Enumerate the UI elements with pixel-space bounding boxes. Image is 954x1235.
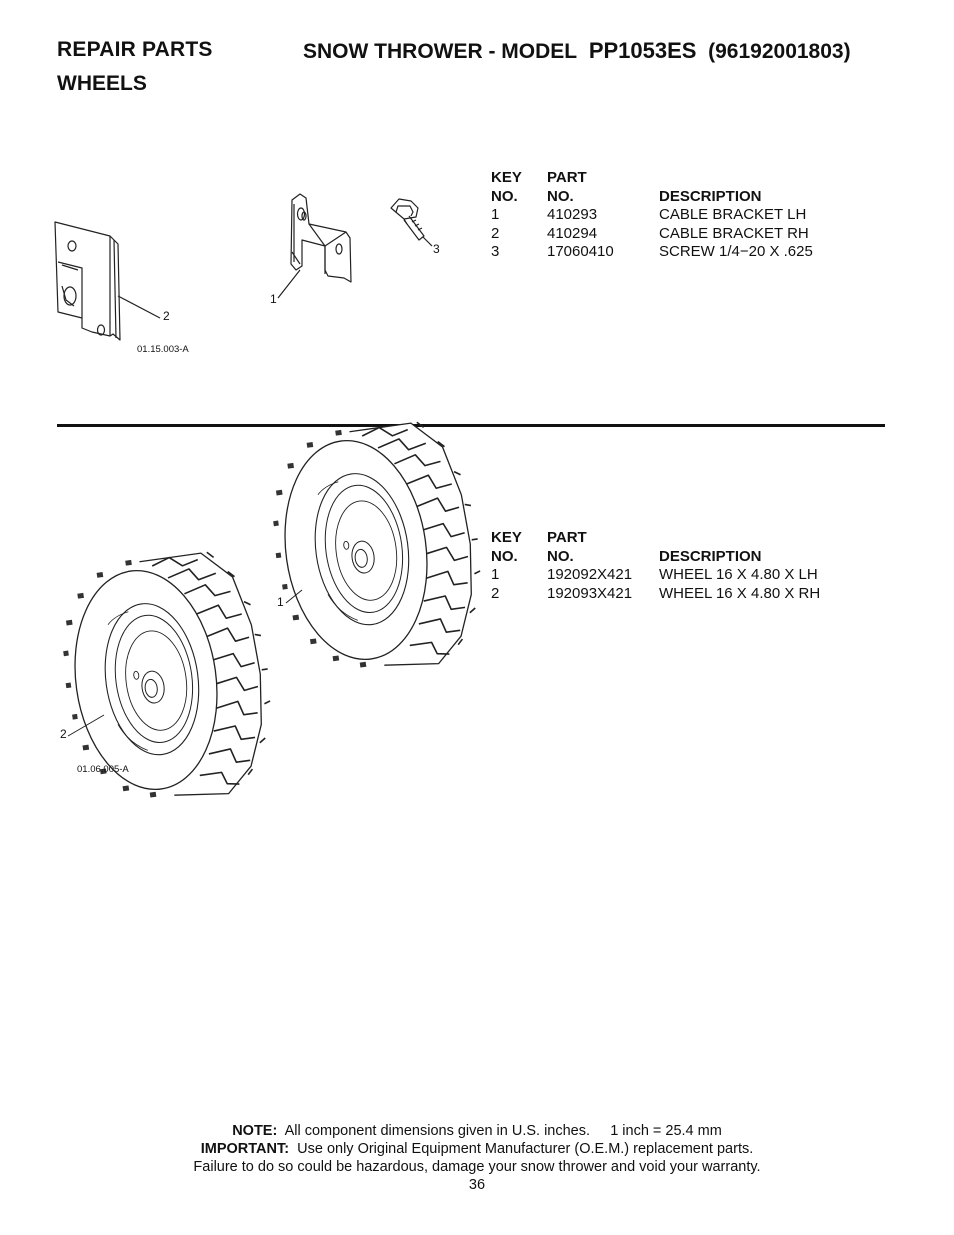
callout-3: 3 [433,242,440,256]
important-text: Use only Original Equipment Manufacturer (O.E.M.) replacement parts. [297,1141,754,1157]
product-label: SNOW THROWER - MODEL [303,40,578,63]
note-text: All component dimensions given in U.S. inches. [284,1123,591,1139]
callout-2: 2 [163,309,170,323]
wheel-callout-1: 1 [277,595,284,609]
model-name: PP1053ES [588,38,697,63]
page-number: 36 [468,1177,486,1193]
table-row: 1 410293 CABLE BRACKET LH [491,206,807,223]
figure-id: 01.15.003-A [137,344,189,355]
table-header: KEY NO. PART NO. DESCRIPTION [491,529,762,565]
table-row: 1 192092X421 WHEEL 16 X 4.80 X LH [491,566,818,583]
wheel-figure-id: 01.06.005-A [77,764,129,775]
wheel-lh-drawing [260,413,494,684]
table-row: 2 192093X421 WHEEL 16 X 4.80 X RH [491,584,821,602]
subsection-title: WHEELS [57,72,147,95]
important-label: IMPORTANT: [200,1141,290,1157]
conversion-text: 1 inch = 25.4 mm [610,1123,722,1139]
wheel-callout-2: 2 [60,727,67,741]
table-row: 3 17060410 SCREW 1/4−20 X .625 [491,243,813,260]
table-row: 2 410294 CABLE BRACKET RH [491,224,809,242]
footer-note [0,1122,954,1140]
table-header: KEY NO. PART NO. DESCRIPTION [491,169,762,205]
callout-1: 1 [270,292,277,306]
footer-warning: Failure to do so could be hazardous, damage your snow thrower and void your warranty. [193,1159,761,1175]
section-title: REPAIR PARTS [57,38,213,61]
model-number: (96192001803) [708,40,851,63]
wheel-parts-table [491,529,851,603]
note-label: NOTE: [232,1123,278,1139]
footer-important [0,1140,954,1158]
